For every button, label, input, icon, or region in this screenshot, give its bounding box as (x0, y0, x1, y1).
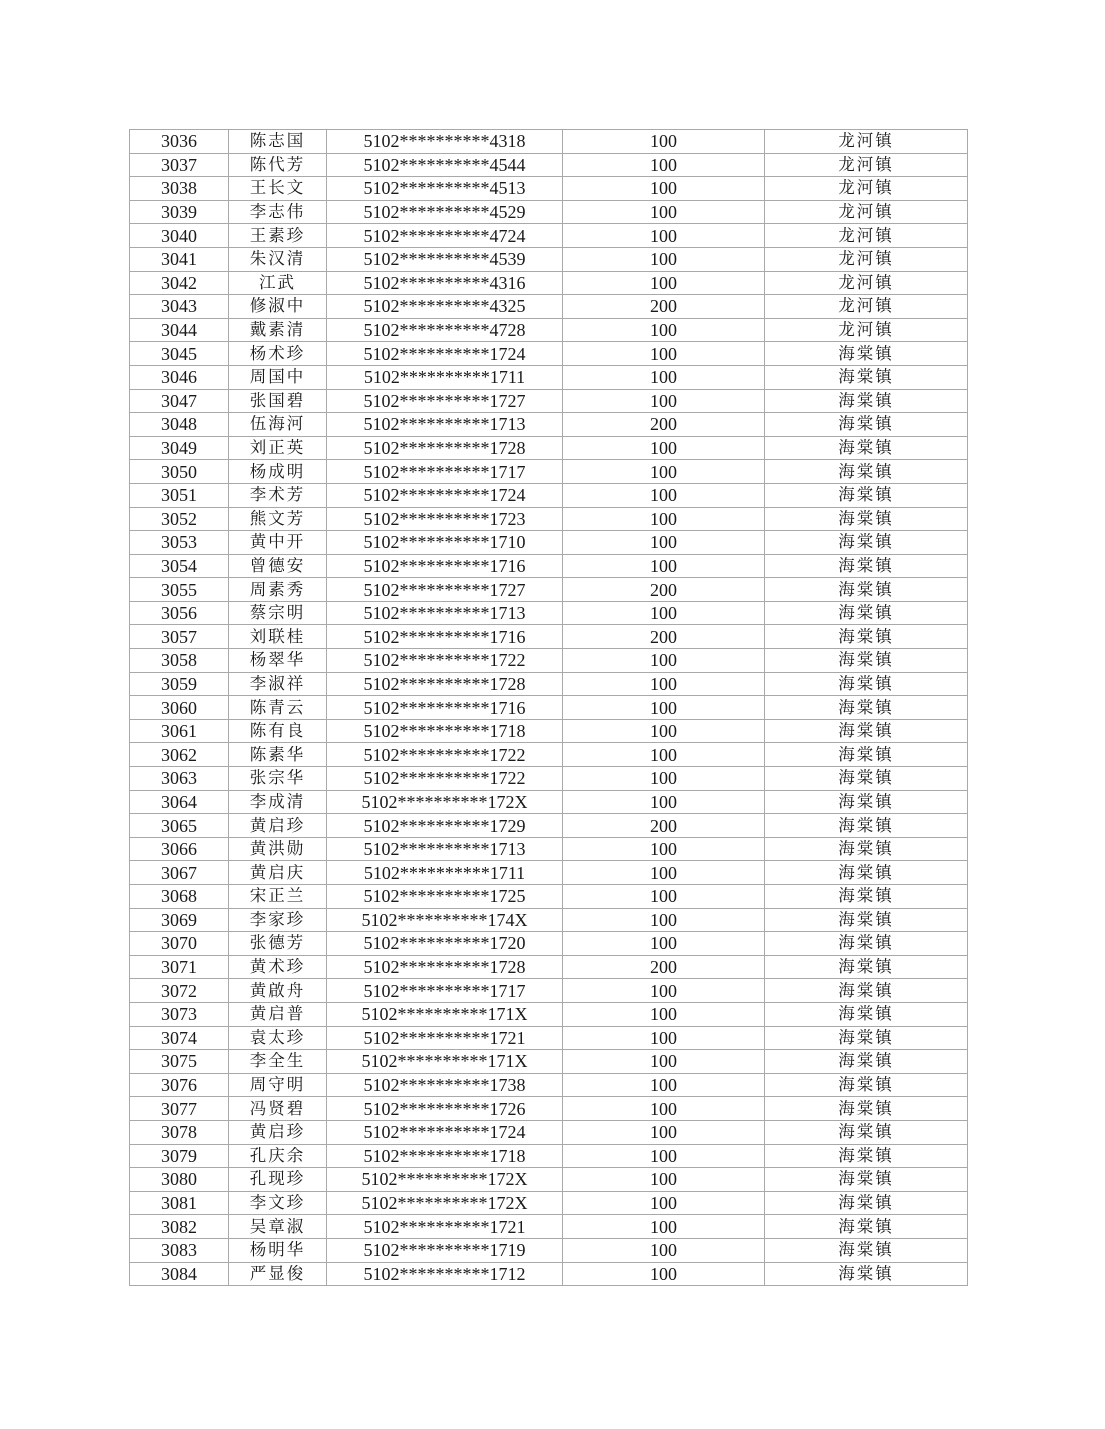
amount: 100 (563, 1168, 765, 1192)
person-name: 王长文 (229, 177, 327, 201)
id-number: 5102**********1726 (327, 1097, 563, 1121)
person-name: 刘联桂 (229, 625, 327, 649)
row-number: 3080 (130, 1168, 229, 1192)
table-row (130, 719, 968, 743)
person-name: 孔现珍 (229, 1168, 327, 1192)
town: 龙河镇 (765, 200, 968, 224)
amount: 100 (563, 271, 765, 295)
row-number: 3048 (130, 413, 229, 437)
person-name: 李家珍 (229, 908, 327, 932)
person-name: 杨术珍 (229, 342, 327, 366)
row-number: 3063 (130, 767, 229, 791)
person-name: 黄洪勋 (229, 837, 327, 861)
row-number: 3043 (130, 295, 229, 319)
amount: 100 (563, 153, 765, 177)
town: 海棠镇 (765, 719, 968, 743)
town: 海棠镇 (765, 413, 968, 437)
id-number: 5102**********4316 (327, 271, 563, 295)
table-row (130, 200, 968, 224)
id-number: 5102**********1710 (327, 531, 563, 555)
id-number: 5102**********1728 (327, 672, 563, 696)
amount: 100 (563, 719, 765, 743)
row-number: 3041 (130, 247, 229, 271)
table-row (130, 861, 968, 885)
row-number: 3073 (130, 1002, 229, 1026)
table-row (130, 767, 968, 791)
town: 海棠镇 (765, 483, 968, 507)
id-number: 5102**********1722 (327, 767, 563, 791)
id-number: 5102**********1713 (327, 601, 563, 625)
town: 海棠镇 (765, 908, 968, 932)
table-row (130, 955, 968, 979)
row-number: 3046 (130, 365, 229, 389)
table-row (130, 885, 968, 909)
town: 龙河镇 (765, 177, 968, 201)
amount: 200 (563, 625, 765, 649)
person-name: 杨翠华 (229, 649, 327, 673)
table-row (130, 1262, 968, 1286)
amount: 100 (563, 318, 765, 342)
id-number: 5102**********4728 (327, 318, 563, 342)
person-name: 张德芳 (229, 932, 327, 956)
town: 海棠镇 (765, 743, 968, 767)
person-name: 李成清 (229, 790, 327, 814)
town: 海棠镇 (765, 507, 968, 531)
amount: 100 (563, 1073, 765, 1097)
town: 海棠镇 (765, 885, 968, 909)
amount: 100 (563, 767, 765, 791)
person-name: 吴章淑 (229, 1215, 327, 1239)
person-name: 黄启珍 (229, 1120, 327, 1144)
row-number: 3040 (130, 224, 229, 248)
town: 龙河镇 (765, 318, 968, 342)
person-name: 严显俊 (229, 1262, 327, 1286)
amount: 100 (563, 1120, 765, 1144)
person-name: 戴素清 (229, 318, 327, 342)
amount: 100 (563, 130, 765, 154)
id-number: 5102**********1717 (327, 979, 563, 1003)
town: 海棠镇 (765, 1050, 968, 1074)
amount: 100 (563, 908, 765, 932)
row-number: 3037 (130, 153, 229, 177)
row-number: 3082 (130, 1215, 229, 1239)
person-name: 蔡宗明 (229, 601, 327, 625)
id-number: 5102**********1716 (327, 554, 563, 578)
row-number: 3075 (130, 1050, 229, 1074)
amount: 100 (563, 885, 765, 909)
row-number: 3072 (130, 979, 229, 1003)
person-name: 陈素华 (229, 743, 327, 767)
row-number: 3081 (130, 1191, 229, 1215)
amount: 100 (563, 247, 765, 271)
amount: 100 (563, 1002, 765, 1026)
amount: 100 (563, 672, 765, 696)
id-number: 5102**********171X (327, 1050, 563, 1074)
table-row (130, 554, 968, 578)
amount: 100 (563, 177, 765, 201)
table-row (130, 271, 968, 295)
id-number: 5102**********1713 (327, 413, 563, 437)
person-name: 李淑祥 (229, 672, 327, 696)
person-name: 修淑中 (229, 295, 327, 319)
town: 海棠镇 (765, 578, 968, 602)
id-number: 5102**********174X (327, 908, 563, 932)
row-number: 3042 (130, 271, 229, 295)
person-name: 黄启普 (229, 1002, 327, 1026)
person-name: 江武 (229, 271, 327, 295)
amount: 100 (563, 837, 765, 861)
row-number: 3068 (130, 885, 229, 909)
person-name: 孔庆余 (229, 1144, 327, 1168)
row-number: 3083 (130, 1238, 229, 1262)
amount: 100 (563, 979, 765, 1003)
town: 海棠镇 (765, 649, 968, 673)
town: 龙河镇 (765, 295, 968, 319)
amount: 100 (563, 1097, 765, 1121)
amount: 100 (563, 601, 765, 625)
person-name: 黄启庆 (229, 861, 327, 885)
row-number: 3074 (130, 1026, 229, 1050)
amount: 100 (563, 1262, 765, 1286)
id-number: 5102**********1724 (327, 1120, 563, 1144)
table-row (130, 413, 968, 437)
person-name: 冯贤碧 (229, 1097, 327, 1121)
id-number: 5102**********1721 (327, 1215, 563, 1239)
id-number: 5102**********1722 (327, 743, 563, 767)
person-name: 李全生 (229, 1050, 327, 1074)
table-row (130, 1050, 968, 1074)
town: 海棠镇 (765, 1002, 968, 1026)
table-row (130, 1097, 968, 1121)
id-number: 5102**********1716 (327, 625, 563, 649)
amount: 100 (563, 743, 765, 767)
person-name: 李志伟 (229, 200, 327, 224)
row-number: 3049 (130, 436, 229, 460)
table-row (130, 342, 968, 366)
id-number: 5102**********1717 (327, 460, 563, 484)
table-row (130, 837, 968, 861)
id-number: 5102**********1727 (327, 389, 563, 413)
town: 海棠镇 (765, 1238, 968, 1262)
town: 海棠镇 (765, 460, 968, 484)
table-row (130, 295, 968, 319)
person-name: 黄术珍 (229, 955, 327, 979)
row-number: 3036 (130, 130, 229, 154)
town: 龙河镇 (765, 153, 968, 177)
table-body (130, 130, 968, 1286)
town: 海棠镇 (765, 1215, 968, 1239)
row-number: 3062 (130, 743, 229, 767)
id-number: 5102**********1712 (327, 1262, 563, 1286)
table-row (130, 224, 968, 248)
row-number: 3067 (130, 861, 229, 885)
amount: 200 (563, 578, 765, 602)
amount: 200 (563, 955, 765, 979)
table-row (130, 1120, 968, 1144)
amount: 100 (563, 342, 765, 366)
amount: 100 (563, 932, 765, 956)
person-name: 杨成明 (229, 460, 327, 484)
person-name: 陈有良 (229, 719, 327, 743)
id-number: 5102**********1711 (327, 861, 563, 885)
id-number: 5102**********1713 (327, 837, 563, 861)
id-number: 5102**********1721 (327, 1026, 563, 1050)
row-number: 3069 (130, 908, 229, 932)
town: 海棠镇 (765, 554, 968, 578)
person-name: 伍海河 (229, 413, 327, 437)
amount: 100 (563, 224, 765, 248)
person-name: 宋正兰 (229, 885, 327, 909)
person-name: 李文珍 (229, 1191, 327, 1215)
person-name: 黄启珍 (229, 814, 327, 838)
id-number: 5102**********1720 (327, 932, 563, 956)
id-number: 5102**********1724 (327, 342, 563, 366)
town: 海棠镇 (765, 1168, 968, 1192)
table-row (130, 601, 968, 625)
row-number: 3066 (130, 837, 229, 861)
person-name: 曾德安 (229, 554, 327, 578)
id-number: 5102**********4513 (327, 177, 563, 201)
row-number: 3039 (130, 200, 229, 224)
table-row (130, 625, 968, 649)
amount: 100 (563, 696, 765, 720)
row-number: 3054 (130, 554, 229, 578)
id-number: 5102**********4318 (327, 130, 563, 154)
amount: 200 (563, 413, 765, 437)
row-number: 3045 (130, 342, 229, 366)
amount: 100 (563, 554, 765, 578)
table-row (130, 649, 968, 673)
id-number: 5102**********1725 (327, 885, 563, 909)
town: 海棠镇 (765, 861, 968, 885)
town: 海棠镇 (765, 1144, 968, 1168)
row-number: 3051 (130, 483, 229, 507)
id-number: 5102**********1718 (327, 1144, 563, 1168)
table-row (130, 507, 968, 531)
row-number: 3059 (130, 672, 229, 696)
person-name: 熊文芳 (229, 507, 327, 531)
row-number: 3070 (130, 932, 229, 956)
row-number: 3050 (130, 460, 229, 484)
row-number: 3047 (130, 389, 229, 413)
person-name: 袁太珍 (229, 1026, 327, 1050)
id-number: 5102**********1723 (327, 507, 563, 531)
town: 海棠镇 (765, 342, 968, 366)
town: 龙河镇 (765, 271, 968, 295)
town: 海棠镇 (765, 1191, 968, 1215)
table-row (130, 1191, 968, 1215)
row-number: 3071 (130, 955, 229, 979)
amount: 100 (563, 1191, 765, 1215)
table-row (130, 979, 968, 1003)
town: 海棠镇 (765, 814, 968, 838)
table-row (130, 790, 968, 814)
amount: 100 (563, 1026, 765, 1050)
table-row (130, 389, 968, 413)
id-number: 5102**********1728 (327, 955, 563, 979)
row-number: 3053 (130, 531, 229, 555)
town: 海棠镇 (765, 767, 968, 791)
amount: 100 (563, 460, 765, 484)
id-number: 5102**********172X (327, 1168, 563, 1192)
id-number: 5102**********1738 (327, 1073, 563, 1097)
town: 海棠镇 (765, 837, 968, 861)
table-row (130, 672, 968, 696)
row-number: 3078 (130, 1120, 229, 1144)
person-name: 王素珍 (229, 224, 327, 248)
id-number: 5102**********1718 (327, 719, 563, 743)
table-row (130, 365, 968, 389)
id-number: 5102**********1711 (327, 365, 563, 389)
row-number: 3061 (130, 719, 229, 743)
row-number: 3064 (130, 790, 229, 814)
person-name: 张宗华 (229, 767, 327, 791)
table-row (130, 1073, 968, 1097)
amount: 100 (563, 365, 765, 389)
id-number: 5102**********4325 (327, 295, 563, 319)
town: 海棠镇 (765, 1073, 968, 1097)
table-row (130, 318, 968, 342)
table-row (130, 531, 968, 555)
row-number: 3057 (130, 625, 229, 649)
table-row (130, 932, 968, 956)
id-number: 5102**********4539 (327, 247, 563, 271)
town: 海棠镇 (765, 531, 968, 555)
table-row (130, 1002, 968, 1026)
town: 海棠镇 (765, 790, 968, 814)
town: 龙河镇 (765, 247, 968, 271)
id-number: 5102**********1728 (327, 436, 563, 460)
table-row (130, 460, 968, 484)
town: 海棠镇 (765, 672, 968, 696)
table-row (130, 483, 968, 507)
person-name: 周国中 (229, 365, 327, 389)
id-number: 5102**********1716 (327, 696, 563, 720)
id-number: 5102**********172X (327, 790, 563, 814)
person-name: 张国碧 (229, 389, 327, 413)
person-name: 陈志国 (229, 130, 327, 154)
row-number: 3038 (130, 177, 229, 201)
id-number: 5102**********171X (327, 1002, 563, 1026)
amount: 100 (563, 1144, 765, 1168)
amount: 100 (563, 861, 765, 885)
town: 海棠镇 (765, 389, 968, 413)
amount: 100 (563, 483, 765, 507)
table-row (130, 1026, 968, 1050)
town: 海棠镇 (765, 436, 968, 460)
row-number: 3052 (130, 507, 229, 531)
table-row (130, 696, 968, 720)
person-name: 李术芳 (229, 483, 327, 507)
row-number: 3084 (130, 1262, 229, 1286)
id-number: 5102**********1729 (327, 814, 563, 838)
row-number: 3058 (130, 649, 229, 673)
table-row (130, 153, 968, 177)
amount: 100 (563, 436, 765, 460)
person-name: 杨明华 (229, 1238, 327, 1262)
table-row (130, 436, 968, 460)
table-row (130, 247, 968, 271)
town: 海棠镇 (765, 1026, 968, 1050)
amount: 100 (563, 389, 765, 413)
person-name: 黄中开 (229, 531, 327, 555)
town: 海棠镇 (765, 601, 968, 625)
amount: 100 (563, 649, 765, 673)
table-row (130, 578, 968, 602)
row-number: 3076 (130, 1073, 229, 1097)
person-name: 刘正英 (229, 436, 327, 460)
amount: 100 (563, 531, 765, 555)
row-number: 3077 (130, 1097, 229, 1121)
town: 海棠镇 (765, 696, 968, 720)
recipient-table (129, 129, 968, 1286)
person-name: 陈青云 (229, 696, 327, 720)
row-number: 3065 (130, 814, 229, 838)
id-number: 5102**********4724 (327, 224, 563, 248)
town: 海棠镇 (765, 979, 968, 1003)
id-number: 5102**********1722 (327, 649, 563, 673)
amount: 100 (563, 200, 765, 224)
town: 海棠镇 (765, 1097, 968, 1121)
table-row (130, 908, 968, 932)
amount: 100 (563, 1238, 765, 1262)
id-number: 5102**********4544 (327, 153, 563, 177)
table-row (130, 177, 968, 201)
id-number: 5102**********1727 (327, 578, 563, 602)
table-row (130, 1238, 968, 1262)
person-name: 朱汉清 (229, 247, 327, 271)
row-number: 3056 (130, 601, 229, 625)
amount: 100 (563, 1050, 765, 1074)
amount: 100 (563, 1215, 765, 1239)
row-number: 3055 (130, 578, 229, 602)
town: 海棠镇 (765, 932, 968, 956)
town: 海棠镇 (765, 955, 968, 979)
table-row (130, 1215, 968, 1239)
person-name: 陈代芳 (229, 153, 327, 177)
amount: 100 (563, 790, 765, 814)
town: 海棠镇 (765, 365, 968, 389)
id-number: 5102**********172X (327, 1191, 563, 1215)
town: 海棠镇 (765, 625, 968, 649)
table-row (130, 743, 968, 767)
id-number: 5102**********1719 (327, 1238, 563, 1262)
person-name: 周素秀 (229, 578, 327, 602)
amount: 200 (563, 295, 765, 319)
person-name: 周守明 (229, 1073, 327, 1097)
amount: 100 (563, 507, 765, 531)
table-row (130, 1168, 968, 1192)
row-number: 3060 (130, 696, 229, 720)
town: 海棠镇 (765, 1120, 968, 1144)
amount: 200 (563, 814, 765, 838)
town: 海棠镇 (765, 1262, 968, 1286)
table-row (130, 814, 968, 838)
table-row (130, 130, 968, 154)
row-number: 3079 (130, 1144, 229, 1168)
id-number: 5102**********1724 (327, 483, 563, 507)
id-number: 5102**********4529 (327, 200, 563, 224)
town: 龙河镇 (765, 130, 968, 154)
town: 龙河镇 (765, 224, 968, 248)
row-number: 3044 (130, 318, 229, 342)
person-name: 黄啟舟 (229, 979, 327, 1003)
table-row (130, 1144, 968, 1168)
